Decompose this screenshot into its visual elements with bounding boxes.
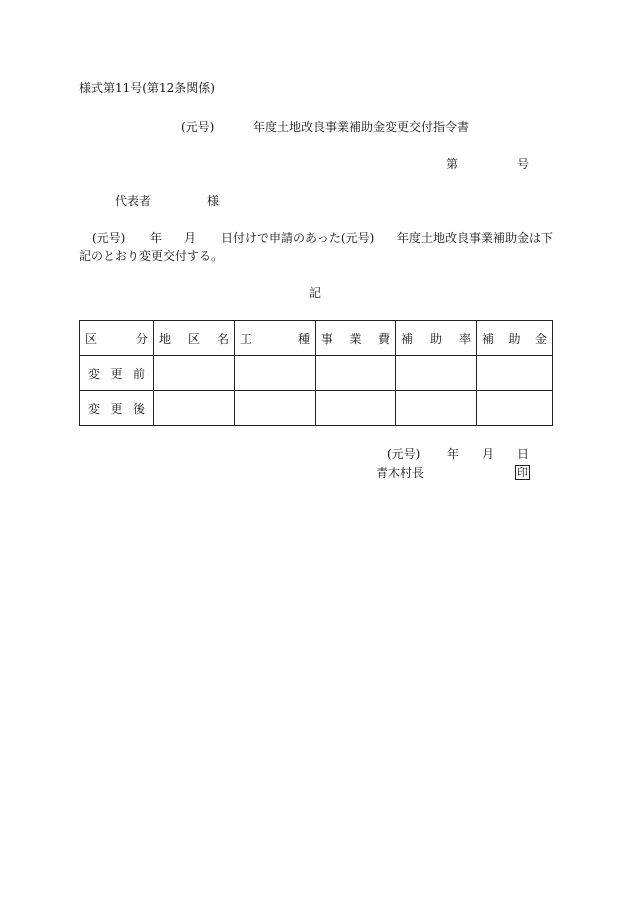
date-era: (元号) [387, 447, 421, 461]
signer-name: 青木村長 [376, 466, 425, 480]
addressee-honorific: 様 [207, 194, 220, 208]
table-cell [316, 356, 396, 391]
seal-icon: 印 [517, 466, 528, 479]
table-cell [477, 356, 553, 391]
date-year: 年 [447, 447, 460, 461]
date-day: 日 [517, 447, 530, 461]
seal-mark [515, 465, 530, 480]
row-label-before: 変 更 前 [80, 356, 154, 391]
table-cell [396, 356, 477, 391]
body-month: 月 [184, 231, 197, 245]
table-cell [154, 391, 235, 426]
table-header-row [80, 321, 553, 356]
doc-number-prefix: 第 [446, 157, 459, 171]
body-year: 年 [150, 231, 163, 245]
detail-table [79, 320, 553, 426]
header-cell-category: 区 分 [80, 321, 154, 356]
addressee-role: 代表者 [115, 194, 152, 208]
table-cell [396, 391, 477, 426]
header-cell-subsidy-amount: 補 助 金 [477, 321, 553, 356]
form-number: 様式第11号(第12条関係) [79, 81, 215, 95]
title-era: (元号) [181, 120, 215, 134]
table-row-after [80, 391, 553, 426]
body-day-text: 日付けで申請のあった(元号) [221, 231, 375, 245]
page-title: 年度土地改良事業補助金変更交付指令書 [253, 120, 470, 134]
row-label-after: 変 更 後 [80, 391, 154, 426]
body-era: (元号) [92, 231, 126, 245]
table-cell [154, 356, 235, 391]
header-cell-work-type: 工 種 [235, 321, 316, 356]
doc-number-suffix: 号 [517, 157, 530, 171]
table-cell [477, 391, 553, 426]
body-line2: 記のとおり変更交付する。 [79, 249, 224, 263]
ki-label: 記 [309, 286, 322, 300]
table-row-before [80, 356, 553, 391]
table-cell [316, 391, 396, 426]
header-cell-district: 地 区 名 [154, 321, 235, 356]
header-cell-subsidy-rate: 補 助 率 [396, 321, 477, 356]
body-rest-line1: 年度土地改良事業補助金は下 [397, 231, 554, 245]
date-month: 月 [482, 447, 495, 461]
table-cell [235, 391, 316, 426]
table-cell [235, 356, 316, 391]
header-cell-project-cost: 事 業 費 [316, 321, 396, 356]
